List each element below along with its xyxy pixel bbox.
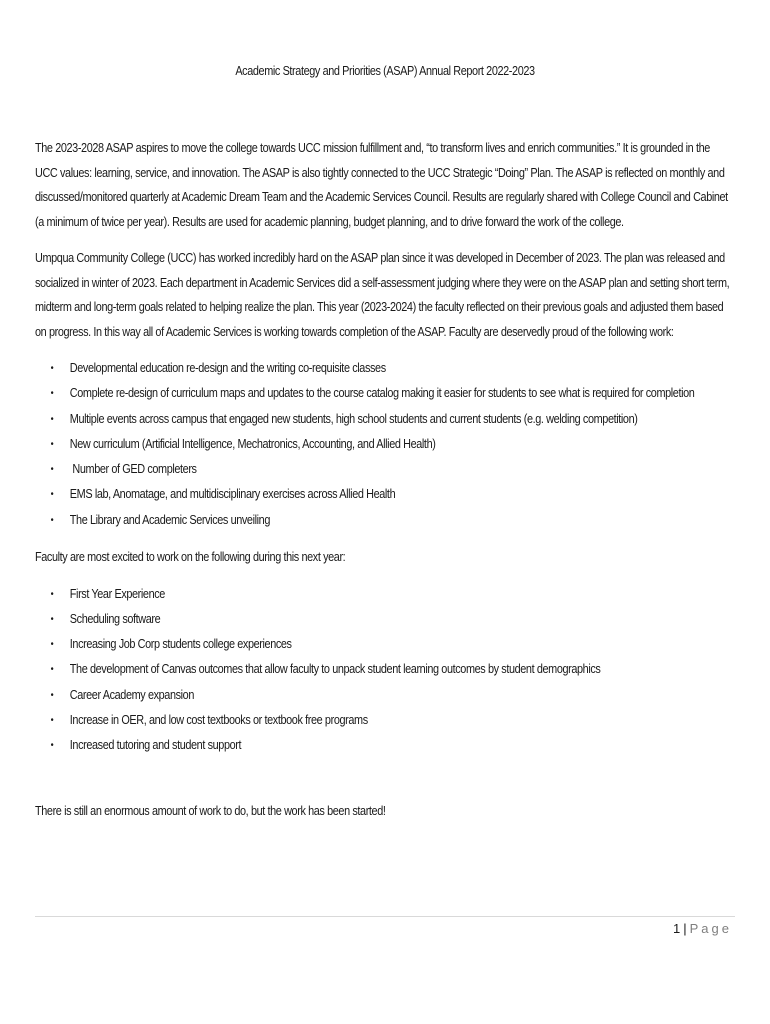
list-item: • Number of GED completers — [35, 457, 731, 482]
bullet-icon: • — [50, 514, 54, 526]
footer-separator: | — [683, 921, 687, 936]
bullet-icon: • — [50, 689, 54, 701]
bullet-icon: • — [50, 363, 54, 374]
document-title: Academic Strategy and Priorities (ASAP) Annual Report 2022-2023 — [235, 64, 535, 78]
list-item: • Scheduling software — [35, 607, 731, 632]
ucc-work-paragraph: Umpqua Community College (UCC) has worked incredibly hard on the ASAP plan since it was developed in December of 2023. The plan was released and socialized in winter of 2023. Each department in Academic Services did a self-assessment judging where they were on the ASAP plan and setting short term, midterm and long-term goals related to helping realize the plan. This year (2023-2024) the faculty reflected on their previous goals and adjusted them based on progress. In this way all of Academic Services is working towards completion of the ASAP. Faculty are deservedly proud of the following work: — [35, 251, 730, 339]
bullet-icon: • — [50, 613, 54, 625]
page-label: Page — [689, 921, 732, 936]
bullet-icon: • — [50, 639, 54, 651]
list-item: • The development of Canvas outcomes that allow faculty to unpack student learning outcomes by student demographics — [35, 657, 731, 682]
closing-paragraph: There is still an enormous amount of work to do, but the work has been started! — [35, 803, 386, 818]
footer-divider — [35, 916, 735, 917]
document-body — [35, 136, 731, 823]
list-item: • Increase in OER, and low cost textbooks or textbook free programs — [35, 708, 731, 733]
intro-paragraph: The 2023-2028 ASAP aspires to move the college towards UCC mission fulfillment and, “to transform lives and enrich communities.” It is grounded in the UCC values: learning, service, and innovation. The ASAP is also tightly connected to the UCC Strategic “Doing” Plan. The ASAP is reflected on monthly and discussed/monitored quarterly at Academic Dream Team and the Academic Services Council. Results are regularly shared with College Council and Cabinet (a minimum of twice per year). Results are used for academic planning, budget planning, and to drive forward the work of the college. — [35, 141, 728, 229]
next-year-list — [35, 582, 731, 759]
bullet-icon: • — [50, 438, 54, 450]
list-item: • Increasing Job Corp students college experiences — [35, 632, 731, 657]
bullet-icon: • — [50, 588, 54, 600]
list-item: • The Library and Academic Services unveiling — [35, 508, 731, 533]
bullet-icon: • — [50, 740, 54, 752]
list-item: • Multiple events across campus that engaged new students, high school students and current students (e.g. welding competition) — [35, 407, 731, 432]
bullet-icon: • — [50, 413, 54, 425]
list-item: • Career Academy expansion — [35, 683, 731, 708]
page-number: 1 — [673, 921, 681, 936]
bullet-icon: • — [50, 489, 54, 501]
accomplishments-list — [35, 356, 731, 533]
bullet-icon: • — [50, 388, 54, 400]
list-item: • EMS lab, Anomatage, and multidisciplinary exercises across Allied Health — [35, 482, 731, 507]
list-item: • New curriculum (Artificial Intelligence, Mechatronics, Accounting, and Allied Health) — [35, 432, 731, 457]
bullet-icon: • — [50, 715, 54, 727]
bullet-icon: • — [50, 464, 54, 476]
list-item: • Developmental education re-design and the writing co-requisite classes — [35, 356, 731, 381]
list-item: • Increased tutoring and student support — [35, 733, 731, 758]
list-item: • Complete re-design of curriculum maps and updates to the course catalog making it easier for students to see what is required for completion — [35, 381, 731, 406]
next-year-intro: Faculty are most excited to work on the following during this next year: — [35, 550, 346, 565]
page-footer — [673, 921, 732, 936]
list-item: • First Year Experience — [35, 582, 731, 607]
bullet-icon: • — [50, 664, 54, 676]
